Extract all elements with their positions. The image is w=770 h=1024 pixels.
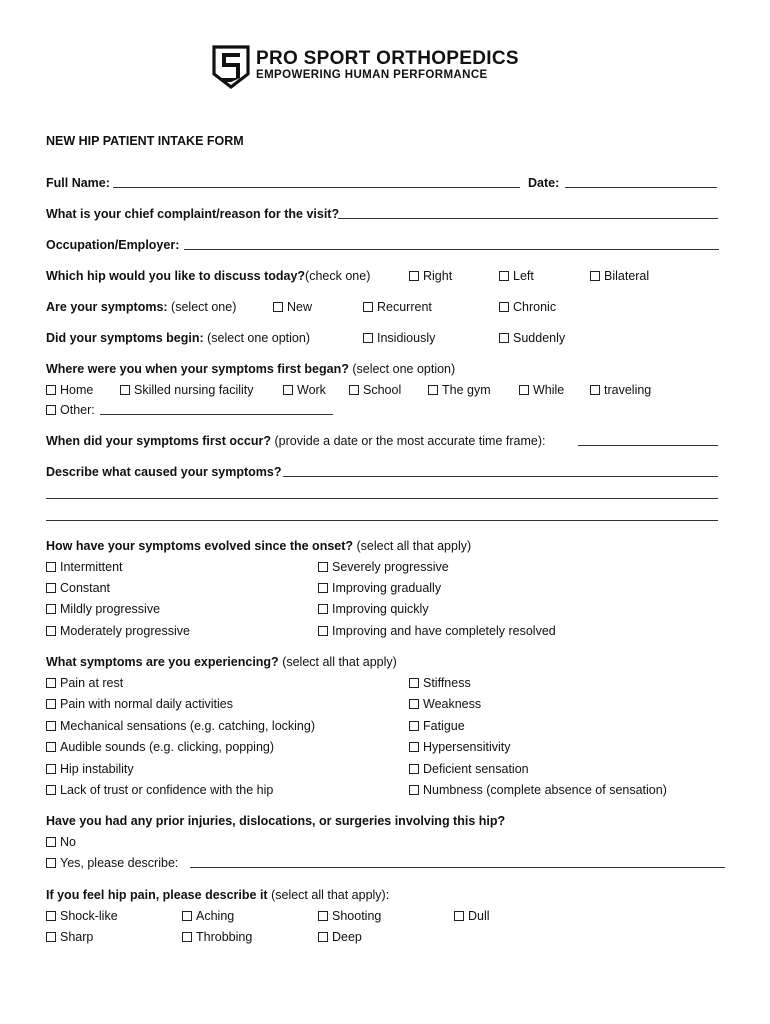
symptom-option[interactable]: Stiffness <box>409 675 471 691</box>
chief-complaint-field[interactable] <box>338 218 718 219</box>
evolved-option[interactable]: Mildly progressive <box>46 601 160 617</box>
pain-option[interactable]: Shock-like <box>46 908 118 924</box>
shield-logo-icon <box>211 44 251 90</box>
checkbox[interactable] <box>46 626 56 636</box>
symptoms-option-recurrent[interactable]: Recurrent <box>363 299 432 315</box>
brand-name: PRO SPORT ORTHOPEDICS <box>256 48 519 69</box>
symptom-option[interactable]: Hip instability <box>46 761 134 777</box>
experiencing-label: What symptoms are you experiencing? <box>46 655 279 669</box>
evolved-option[interactable]: Constant <box>46 580 110 596</box>
date-field[interactable] <box>565 187 717 188</box>
cause-field-1[interactable] <box>283 476 718 477</box>
checkbox[interactable] <box>46 699 56 709</box>
checkbox[interactable] <box>499 271 509 281</box>
checkbox[interactable] <box>363 333 373 343</box>
where-label: Where were you when your symptoms first began? <box>46 362 349 376</box>
checkbox[interactable] <box>499 333 509 343</box>
which-hip-question <box>46 268 370 284</box>
when-question: When did your symptoms first occur? (provide a date or the most accurate time frame): <box>46 434 546 448</box>
cause-field-3[interactable] <box>46 520 718 521</box>
checkbox[interactable] <box>46 405 56 415</box>
symptom-option[interactable]: Hypersensitivity <box>409 739 511 755</box>
hip-option-bilateral[interactable]: Bilateral <box>590 268 649 284</box>
prior-option-yes[interactable]: Yes, please describe: <box>46 855 178 871</box>
checkbox[interactable] <box>318 604 328 614</box>
symptoms-begin-question: Did your symptoms begin: (select one option) <box>46 331 310 345</box>
evolved-question: How have your symptoms evolved since the onset? (select all that apply) <box>46 539 472 553</box>
occupation-field[interactable] <box>184 249 719 250</box>
chief-complaint-label: What is your chief complaint/reason for the visit? <box>46 207 340 221</box>
where-option-school[interactable]: School <box>349 382 401 398</box>
evolved-option[interactable]: Improving gradually <box>318 580 441 596</box>
evolved-option[interactable]: Improving quickly <box>318 601 429 617</box>
checkbox[interactable] <box>409 764 419 774</box>
checkbox[interactable] <box>46 911 56 921</box>
evolved-option[interactable]: Severely progressive <box>318 559 449 575</box>
symptom-option[interactable]: Pain at rest <box>46 675 123 691</box>
checkbox[interactable] <box>499 302 509 312</box>
where-option-traveling[interactable]: traveling <box>590 382 651 398</box>
symptom-option[interactable]: Pain with normal daily activities <box>46 696 233 712</box>
where-option-home[interactable]: Home <box>46 382 93 398</box>
checkbox[interactable] <box>46 932 56 942</box>
prior-label: Have you had any prior injuries, dislocations, or surgeries involving this hip? <box>46 814 506 828</box>
checkbox[interactable] <box>46 721 56 731</box>
when-field[interactable] <box>578 445 718 446</box>
checkbox[interactable] <box>182 911 192 921</box>
checkbox[interactable] <box>46 604 56 614</box>
evolved-option[interactable]: Intermittent <box>46 559 123 575</box>
evolved-option[interactable]: Moderately progressive <box>46 623 190 639</box>
form-title: NEW HIP PATIENT INTAKE FORM <box>46 134 244 148</box>
symptom-option[interactable]: Lack of trust or confidence with the hip <box>46 782 273 798</box>
pain-option[interactable]: Dull <box>454 908 490 924</box>
full-name-field[interactable] <box>113 187 520 188</box>
checkbox[interactable] <box>273 302 283 312</box>
checkbox[interactable] <box>409 699 419 709</box>
prior-describe-field[interactable] <box>190 867 725 868</box>
checkbox[interactable] <box>182 932 192 942</box>
pain-option[interactable]: Throbbing <box>182 929 252 945</box>
checkbox[interactable] <box>409 271 419 281</box>
checkbox[interactable] <box>46 764 56 774</box>
checkbox[interactable] <box>318 562 328 572</box>
pain-option[interactable]: Deep <box>318 929 362 945</box>
checkbox[interactable] <box>283 385 293 395</box>
checkbox[interactable] <box>318 583 328 593</box>
occupation-label: Occupation/Employer: <box>46 238 180 252</box>
which-hip-hint: (check one) <box>305 269 371 283</box>
where-option-other[interactable]: Other: <box>46 402 95 418</box>
checkbox[interactable] <box>409 678 419 688</box>
logo <box>211 44 251 90</box>
where-question: Where were you when your symptoms first began? (select one option) <box>46 362 456 376</box>
date-label: Date: <box>528 176 560 190</box>
checkbox[interactable] <box>46 583 56 593</box>
checkbox[interactable] <box>454 911 464 921</box>
where-option-skilled-nursing[interactable]: Skilled nursing facility <box>120 382 254 398</box>
checkbox[interactable] <box>409 721 419 731</box>
pain-option[interactable]: Sharp <box>46 929 93 945</box>
symptom-option[interactable]: Fatigue <box>409 718 465 734</box>
checkbox[interactable] <box>363 302 373 312</box>
when-label: When did your symptoms first occur? <box>46 434 272 448</box>
checkbox[interactable] <box>590 271 600 281</box>
symptom-option[interactable]: Numbness (complete absence of sensation) <box>409 782 667 798</box>
checkbox[interactable] <box>428 385 438 395</box>
symptom-option[interactable]: Weakness <box>409 696 481 712</box>
symptom-option[interactable]: Mechanical sensations (e.g. catching, locking) <box>46 718 315 734</box>
checkbox[interactable] <box>46 385 56 395</box>
symptoms-option-chronic[interactable]: Chronic <box>499 299 556 315</box>
brand-tagline: EMPOWERING HUMAN PERFORMANCE <box>256 69 488 81</box>
symptoms-begin-label: Did your symptoms begin: <box>46 331 204 345</box>
cause-label: Describe what caused your symptoms? <box>46 465 282 479</box>
where-option-work[interactable]: Work <box>283 382 326 398</box>
checkbox[interactable] <box>46 837 56 847</box>
cause-field-2[interactable] <box>46 498 718 499</box>
pain-option[interactable]: Shooting <box>318 908 381 924</box>
begin-option-insidiously[interactable]: Insidiously <box>363 330 435 346</box>
checkbox[interactable] <box>46 562 56 572</box>
checkbox[interactable] <box>409 742 419 752</box>
checkbox[interactable] <box>120 385 130 395</box>
checkbox[interactable] <box>590 385 600 395</box>
evolved-option[interactable]: Improving and have completely resolved <box>318 623 556 639</box>
checkbox[interactable] <box>519 385 529 395</box>
symptom-option[interactable]: Deficient sensation <box>409 761 529 777</box>
symptoms-type-question: Are your symptoms: (select one) <box>46 300 237 314</box>
checkbox[interactable] <box>318 626 328 636</box>
checkbox[interactable] <box>46 785 56 795</box>
symptoms-type-label: Are your symptoms: <box>46 300 168 314</box>
begin-option-suddenly[interactable]: Suddenly <box>499 330 565 346</box>
experiencing-question: What symptoms are you experiencing? (select all that apply) <box>46 655 397 669</box>
checkbox[interactable] <box>46 858 56 868</box>
hip-option-left[interactable]: Left <box>499 268 534 284</box>
where-other-field[interactable] <box>100 414 333 415</box>
symptom-option[interactable]: Audible sounds (e.g. clicking, popping) <box>46 739 274 755</box>
hip-option-right[interactable]: Right <box>409 268 452 284</box>
which-hip-label: Which hip would you like to discuss today? <box>46 269 306 283</box>
pain-label: If you feel hip pain, please describe it <box>46 888 268 902</box>
checkbox[interactable] <box>46 678 56 688</box>
checkbox[interactable] <box>409 785 419 795</box>
where-option-gym[interactable]: The gym <box>428 382 491 398</box>
where-option-while[interactable]: While <box>519 382 564 398</box>
evolved-label: How have your symptoms evolved since the onset? <box>46 539 354 553</box>
pain-option[interactable]: Aching <box>182 908 234 924</box>
full-name-label: Full Name: <box>46 176 110 190</box>
prior-option-no[interactable]: No <box>46 834 76 850</box>
checkbox[interactable] <box>46 742 56 752</box>
checkbox[interactable] <box>318 911 328 921</box>
checkbox[interactable] <box>318 932 328 942</box>
checkbox[interactable] <box>349 385 359 395</box>
symptoms-option-new[interactable]: New <box>273 299 312 315</box>
pain-question: If you feel hip pain, please describe it (select all that apply): <box>46 888 390 902</box>
